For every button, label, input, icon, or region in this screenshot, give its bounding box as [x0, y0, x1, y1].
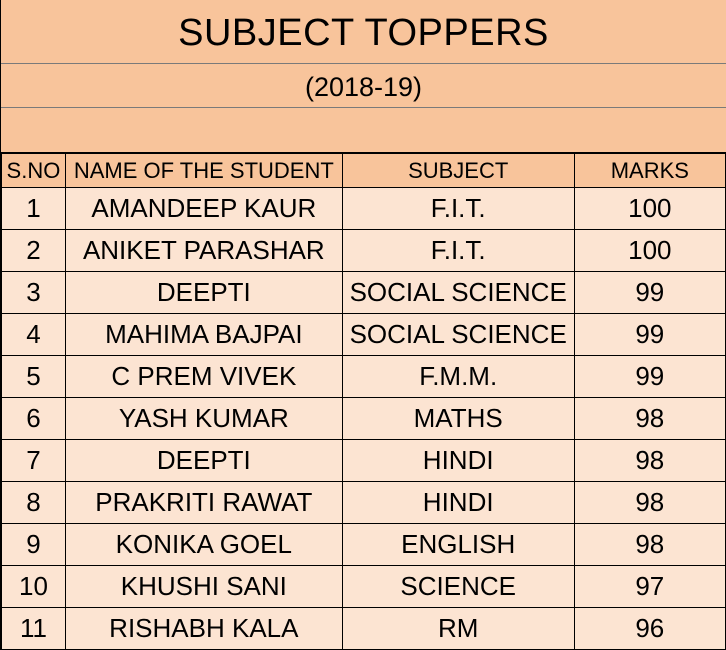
cell-sno: 2: [2, 230, 66, 272]
cell-sno: 9: [2, 524, 66, 566]
cell-subject: SCIENCE: [342, 566, 574, 608]
cell-sno: 5: [2, 356, 66, 398]
cell-marks: 98: [574, 524, 725, 566]
cell-subject: MATHS: [342, 398, 574, 440]
column-header-subject: SUBJECT: [342, 154, 574, 188]
cell-subject: F.I.T.: [342, 188, 574, 230]
cell-sno: 7: [2, 440, 66, 482]
cell-name: RISHABH KALA: [65, 608, 342, 650]
cell-marks: 99: [574, 314, 725, 356]
cell-sno: 10: [2, 566, 66, 608]
cell-name: KONIKA GOEL: [65, 524, 342, 566]
cell-marks: 99: [574, 272, 725, 314]
cell-marks: 96: [574, 608, 725, 650]
table-row: [2, 608, 726, 650]
title-banner: [1, 0, 726, 64]
table-row: [2, 272, 726, 314]
cell-name: KHUSHI SANI: [65, 566, 342, 608]
cell-name: ANIKET PARASHAR: [65, 230, 342, 272]
academic-year: (2018-19): [304, 72, 423, 102]
cell-sno: 8: [2, 482, 66, 524]
cell-subject: F.M.M.: [342, 356, 574, 398]
cell-subject: SOCIAL SCIENCE: [342, 314, 574, 356]
cell-sno: 11: [2, 608, 66, 650]
cell-subject: RM: [342, 608, 574, 650]
year-banner: [1, 64, 726, 108]
table-row: [2, 314, 726, 356]
table-row: [2, 356, 726, 398]
cell-marks: 97: [574, 566, 725, 608]
cell-subject: HINDI: [342, 440, 574, 482]
table-row: [2, 566, 726, 608]
table-row: [2, 524, 726, 566]
cell-subject: ENGLISH: [342, 524, 574, 566]
cell-sno: 3: [2, 272, 66, 314]
page-title: SUBJECT TOPPERS: [178, 12, 549, 54]
cell-subject: HINDI: [342, 482, 574, 524]
cell-marks: 99: [574, 356, 725, 398]
cell-name: C PREM VIVEK: [65, 356, 342, 398]
cell-marks: 100: [574, 230, 725, 272]
header-row: [2, 154, 726, 188]
table-row: [2, 398, 726, 440]
cell-sno: 6: [2, 398, 66, 440]
cell-sno: 1: [2, 188, 66, 230]
column-header-name: NAME OF THE STUDENT: [65, 154, 342, 188]
cell-subject: SOCIAL SCIENCE: [342, 272, 574, 314]
cell-name: YASH KUMAR: [65, 398, 342, 440]
cell-marks: 100: [574, 188, 725, 230]
cell-subject: F.I.T.: [342, 230, 574, 272]
column-header-sno: S.NO: [2, 154, 66, 188]
cell-name: AMANDEEP KAUR: [65, 188, 342, 230]
table-row: [2, 440, 726, 482]
blank-banner: [1, 108, 726, 153]
cell-name: DEEPTI: [65, 272, 342, 314]
table-row: [2, 188, 726, 230]
toppers-table: [1, 153, 726, 650]
cell-marks: 98: [574, 440, 725, 482]
cell-sno: 4: [2, 314, 66, 356]
column-header-marks: MARKS: [574, 154, 725, 188]
cell-marks: 98: [574, 482, 725, 524]
cell-name: PRAKRITI RAWAT: [65, 482, 342, 524]
table-row: [2, 482, 726, 524]
cell-marks: 98: [574, 398, 725, 440]
table-row: [2, 230, 726, 272]
cell-name: MAHIMA BAJPAI: [65, 314, 342, 356]
cell-name: DEEPTI: [65, 440, 342, 482]
